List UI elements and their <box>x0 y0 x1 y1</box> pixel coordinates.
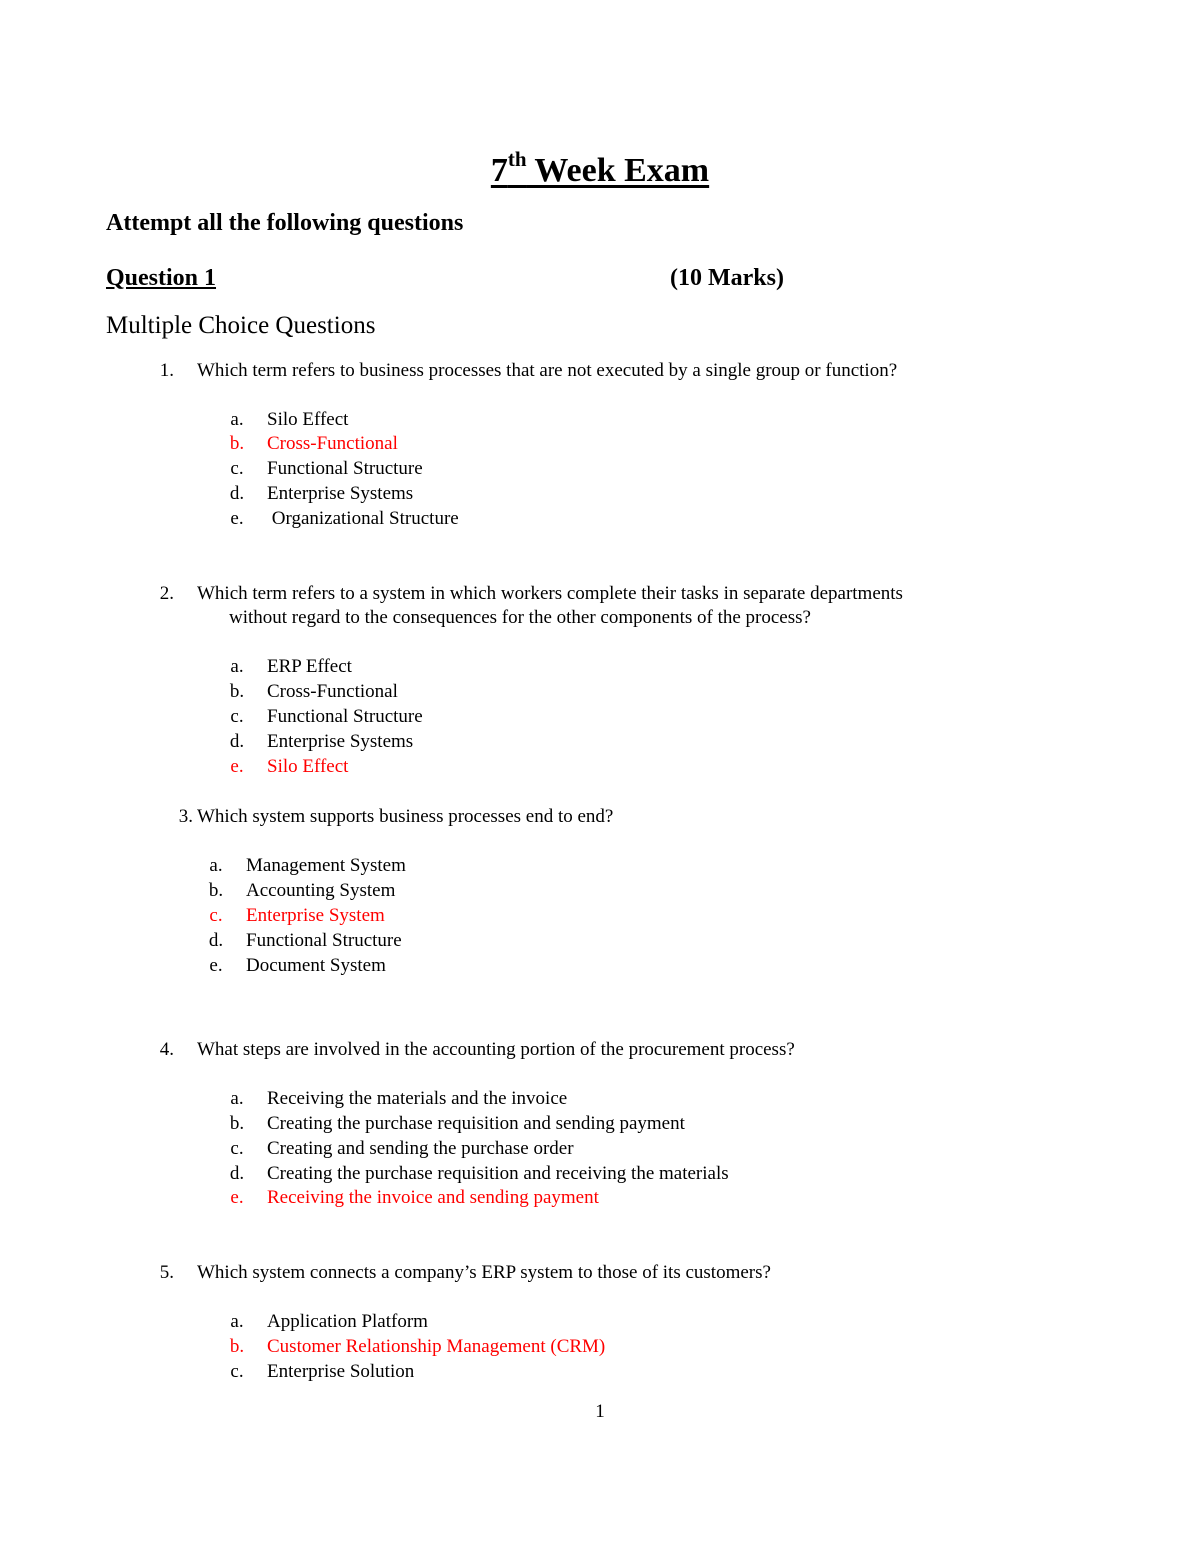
page-number: 1 <box>595 1401 605 1422</box>
option-text: Silo Effect <box>267 409 349 430</box>
option-letter: a. <box>230 409 244 430</box>
option-letter: b. <box>229 433 245 454</box>
section-title: Multiple Choice Questions <box>106 312 376 339</box>
option-letter: c. <box>230 458 244 479</box>
option-text: Silo Effect <box>267 756 349 777</box>
option-text: Receiving the invoice and sending payment <box>267 1187 599 1208</box>
option-letter: e. <box>209 955 223 976</box>
question-number: 2. <box>159 583 174 604</box>
option-text: Management System <box>246 855 406 876</box>
option-text: Functional Structure <box>267 706 423 727</box>
option-letter: b. <box>229 1336 245 1357</box>
option-text: Functional Structure <box>246 930 402 951</box>
option-text: Enterprise Systems <box>267 731 414 752</box>
option-text: Receiving the materials and the invoice <box>267 1088 568 1109</box>
option-letter: e. <box>230 1187 244 1208</box>
option-text: Cross-Functional <box>267 681 398 702</box>
option-text: Creating and sending the purchase order <box>267 1138 574 1159</box>
option-letter: c. <box>230 706 244 727</box>
question-text: Which term refers to business processes that are not executed by a single group or function? <box>197 360 898 381</box>
option-text: Creating the purchase requisition and receiving the materials <box>267 1163 729 1184</box>
question-number: 1. <box>159 360 174 381</box>
option-letter: d. <box>229 731 245 752</box>
option-text: Enterprise Solution <box>267 1361 415 1382</box>
title-suffix: Week Exam <box>526 152 710 190</box>
option-text: ERP Effect <box>267 656 352 677</box>
question-text: Which term refers to a system in which workers complete their tasks in separate departments <box>197 583 903 604</box>
option-letter: d. <box>229 1163 245 1184</box>
option-letter: a. <box>230 1088 244 1109</box>
option-letter: b. <box>208 880 224 901</box>
question-marks: (10 Marks) <box>670 265 784 291</box>
option-text: Organizational Structure <box>267 508 459 529</box>
option-text: Enterprise System <box>246 905 385 926</box>
option-text: Enterprise Systems <box>267 483 414 504</box>
option-letter: a. <box>209 855 223 876</box>
option-text: Accounting System <box>246 880 396 901</box>
question-number: 5. <box>159 1262 174 1283</box>
instructions: Attempt all the following questions <box>106 210 464 236</box>
question-heading: Question 1 <box>106 265 217 291</box>
option-letter: e. <box>230 756 244 777</box>
question-number: 3. <box>178 806 193 827</box>
option-letter: d. <box>208 930 224 951</box>
option-letter: b. <box>229 681 245 702</box>
question-text: What steps are involved in the accounting portion of the procurement process? <box>197 1039 795 1060</box>
option-text: Customer Relationship Management (CRM) <box>267 1336 606 1357</box>
option-letter: a. <box>230 656 244 677</box>
option-letter: c. <box>209 905 223 926</box>
option-text: Creating the purchase requisition and sending payment <box>267 1113 685 1134</box>
title-prefix: 7 <box>490 152 508 190</box>
option-letter: a. <box>230 1311 244 1332</box>
question-number: 4. <box>159 1039 174 1060</box>
option-letter: d. <box>229 483 245 504</box>
option-text: Cross-Functional <box>267 433 398 454</box>
option-text: Application Platform <box>267 1311 428 1332</box>
title-superscript: th <box>507 147 527 171</box>
option-letter: b. <box>229 1113 245 1134</box>
option-letter: c. <box>230 1138 244 1159</box>
option-text: Document System <box>246 955 386 976</box>
question-text: Which system connects a company’s ERP system to those of its customers? <box>197 1262 771 1283</box>
question-text: Which system supports business processes end to end? <box>197 806 614 827</box>
page-title <box>0 140 1200 193</box>
question-text-continued: without regard to the consequences for the other components of the process? <box>229 607 811 628</box>
option-text: Functional Structure <box>267 458 423 479</box>
option-letter: e. <box>230 508 244 529</box>
option-letter: c. <box>230 1361 244 1382</box>
